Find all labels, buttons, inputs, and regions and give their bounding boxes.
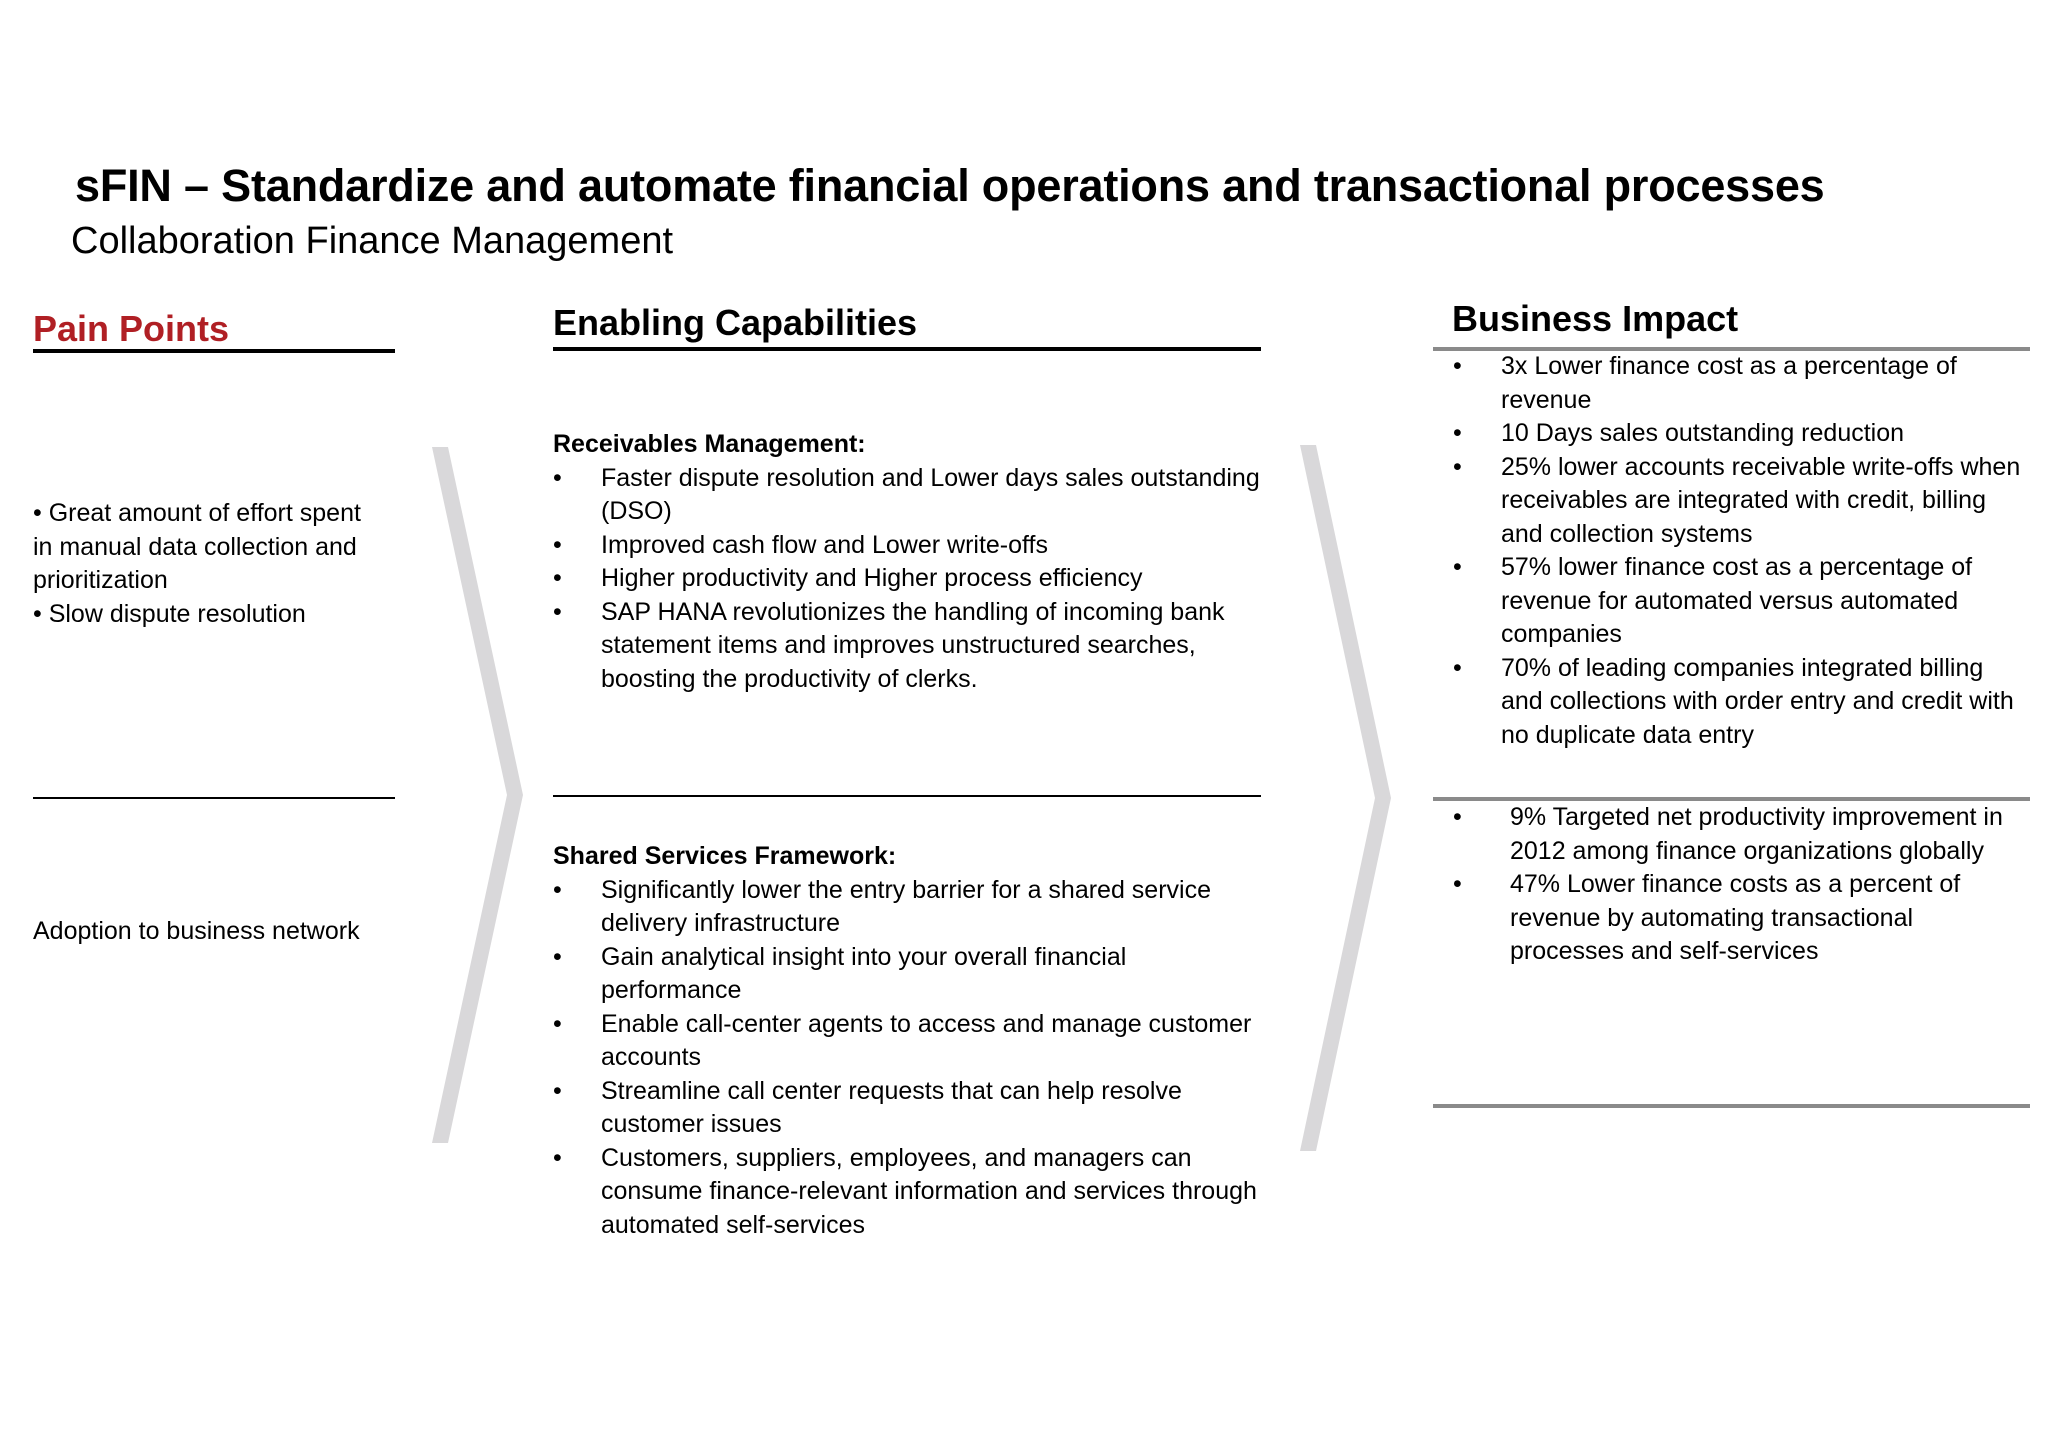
list-item: • 9% Targeted net productivity improvement in 2012 among finance organizations globally [1453, 803, 2003, 865]
pain-points-top [33, 497, 403, 631]
receivables-title: Receivables Management: [553, 430, 866, 458]
list-item: • Customers, suppliers, employees, and managers can consume finance-relevant information and services through automated self-services [553, 1143, 1257, 1239]
list-item: • Enable call-center agents to access and manage customer accounts [553, 1009, 1252, 1071]
list-item: • 47% Lower finance costs as a percent of revenue by automating transactional processes and self-services [1453, 870, 1961, 965]
list-item: • Higher productivity and Higher process efficiency [553, 564, 1143, 592]
pain-points-underline [33, 349, 395, 353]
list-item: • SAP HANA revolutionizes the handling of incoming bank statement items and improves unstructured searches, boosting the productivity of clerks. [553, 597, 1225, 693]
pain-point-line: prioritization [33, 566, 168, 594]
pain-points-heading: Pain Points [33, 308, 230, 349]
receivables-list [553, 462, 1273, 697]
list-item: • 25% lower accounts receivable write-offs when receivables are integrated with credit, billing and collection systems [1453, 452, 2021, 548]
list-item: • 10 Days sales outstanding reduction [1453, 419, 1905, 447]
list-item: • Streamline call center requests that can help resolve customer issues [553, 1076, 1182, 1138]
pain-point-line: in manual data collection and [33, 532, 357, 561]
shared-services-section [553, 840, 1273, 1242]
chevron-arrow-1 [430, 445, 525, 1145]
shared-services-list [553, 874, 1273, 1243]
page-title: sFIN – Standardize and automate financial operations and transactional processes [75, 160, 1825, 211]
impact-bottom-list [1453, 801, 2028, 969]
chevron-arrow-2 [1298, 443, 1393, 1153]
list-item: • Faster dispute resolution and Lower days sales outstanding (DSO) [553, 463, 1260, 525]
pain-points-divider [33, 797, 395, 799]
capabilities-divider [553, 795, 1261, 797]
list-item: • Gain analytical insight into your overall financial performance [553, 942, 1127, 1004]
receivables-section [553, 428, 1273, 696]
page-subtitle: Collaboration Finance Management [71, 220, 674, 262]
enabling-capabilities-heading: Enabling Capabilities [553, 302, 918, 343]
list-item: • 57% lower finance cost as a percentage of revenue for automated versus automated companies [1453, 553, 1973, 648]
list-item: • Improved cash flow and Lower write-offs [553, 530, 1048, 559]
capabilities-underline [553, 347, 1261, 351]
pain-point-adoption: Adoption to business network [33, 917, 360, 945]
impact-top-section [1453, 350, 2028, 752]
impact-top-list [1453, 350, 2028, 752]
impact-bottom-rule [1433, 1104, 2030, 1108]
business-impact-heading: Business Impact [1452, 298, 1739, 339]
shared-services-title: Shared Services Framework: [553, 842, 897, 870]
pain-point-line: • Slow dispute resolution [33, 599, 306, 628]
list-item: • 70% of leading companies integrated billing and collections with order entry and credit with no duplicate data entry [1453, 653, 2014, 749]
list-item: • Significantly lower the entry barrier for a shared service delivery infrastructure [553, 875, 1211, 937]
impact-bottom-section [1453, 801, 2028, 969]
pain-point-line: • Great amount of effort spent [33, 499, 361, 527]
list-item: • 3x Lower finance cost as a percentage of revenue [1453, 352, 1957, 414]
